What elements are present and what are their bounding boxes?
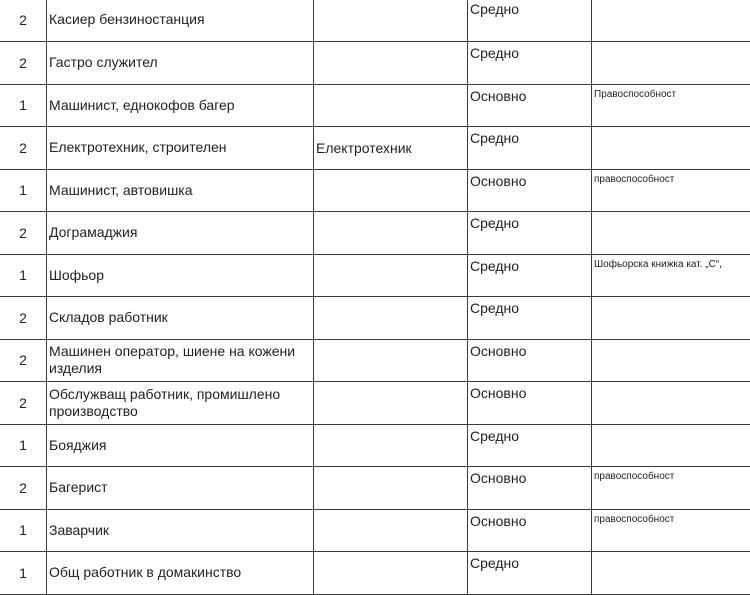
occupation-cell: Обслужващ работник, промишлено производство bbox=[47, 382, 314, 425]
education-cell: Основно bbox=[468, 339, 592, 382]
requirement-cell bbox=[592, 42, 750, 85]
requirement-cell bbox=[592, 212, 750, 255]
specialty-cell bbox=[314, 84, 468, 127]
education-cell: Средно bbox=[468, 552, 592, 595]
occupation-cell: Складов работник bbox=[47, 297, 314, 340]
table-row bbox=[0, 0, 750, 42]
occupation-cell: Дограмаджия bbox=[47, 212, 314, 255]
count-cell: 1 bbox=[0, 254, 47, 297]
table-row bbox=[0, 509, 750, 552]
education-cell: Основно bbox=[468, 467, 592, 510]
count-cell: 1 bbox=[0, 169, 47, 212]
specialty-cell bbox=[314, 0, 468, 42]
occupation-cell: Електротехник, строителен bbox=[47, 127, 314, 170]
specialty-cell bbox=[314, 467, 468, 510]
count-cell: 2 bbox=[0, 339, 47, 382]
specialty-cell bbox=[314, 297, 468, 340]
specialty-cell bbox=[314, 424, 468, 467]
table-row bbox=[0, 424, 750, 467]
specialty-cell bbox=[314, 254, 468, 297]
specialty-cell bbox=[314, 212, 468, 255]
occupation-cell: Заварчик bbox=[47, 509, 314, 552]
table-row bbox=[0, 254, 750, 297]
education-cell: Основно bbox=[468, 382, 592, 425]
occupation-cell: Багерист bbox=[47, 467, 314, 510]
count-cell: 1 bbox=[0, 509, 47, 552]
requirement-cell bbox=[592, 424, 750, 467]
education-cell: Средно bbox=[468, 424, 592, 467]
requirement-cell: правоспособност bbox=[592, 509, 750, 552]
table-row bbox=[0, 84, 750, 127]
occupation-cell: Касиер бензиностанция bbox=[47, 0, 314, 42]
count-cell: 2 bbox=[0, 297, 47, 340]
occupation-cell: Машинист, еднокофов багер bbox=[47, 84, 314, 127]
specialty-cell bbox=[314, 509, 468, 552]
education-cell: Средно bbox=[468, 297, 592, 340]
specialty-cell bbox=[314, 339, 468, 382]
table-row bbox=[0, 212, 750, 255]
table-row bbox=[0, 169, 750, 212]
table-row bbox=[0, 339, 750, 382]
count-cell: 2 bbox=[0, 467, 47, 510]
occupation-cell: Общ работник в домакинство bbox=[47, 552, 314, 595]
education-cell: Средно bbox=[468, 212, 592, 255]
education-cell: Средно bbox=[468, 42, 592, 85]
education-cell: Средно bbox=[468, 127, 592, 170]
count-cell: 2 bbox=[0, 42, 47, 85]
requirement-cell bbox=[592, 382, 750, 425]
count-cell: 1 bbox=[0, 424, 47, 467]
occupation-cell: Машинен оператор, шиене на кожени изделия bbox=[47, 339, 314, 382]
requirement-cell bbox=[592, 552, 750, 595]
table-row bbox=[0, 127, 750, 170]
count-cell: 1 bbox=[0, 84, 47, 127]
requirement-cell bbox=[592, 339, 750, 382]
count-cell: 2 bbox=[0, 212, 47, 255]
requirement-cell bbox=[592, 297, 750, 340]
table-row bbox=[0, 552, 750, 595]
occupation-cell: Бояджия bbox=[47, 424, 314, 467]
requirement-cell: правоспособност bbox=[592, 169, 750, 212]
specialty-cell bbox=[314, 552, 468, 595]
requirement-cell: правоспособност bbox=[592, 467, 750, 510]
specialty-cell bbox=[314, 169, 468, 212]
specialty-cell: Електротехник bbox=[314, 127, 468, 170]
table-row bbox=[0, 467, 750, 510]
education-cell: Основно bbox=[468, 84, 592, 127]
count-cell: 2 bbox=[0, 382, 47, 425]
specialty-cell bbox=[314, 382, 468, 425]
education-cell: Средно bbox=[468, 0, 592, 42]
count-cell: 2 bbox=[0, 127, 47, 170]
table-row bbox=[0, 297, 750, 340]
specialty-cell bbox=[314, 42, 468, 85]
occupation-cell: Шофьор bbox=[47, 254, 314, 297]
count-cell: 1 bbox=[0, 552, 47, 595]
occupation-cell: Гастро служител bbox=[47, 42, 314, 85]
requirement-cell: Шофьорска книжка кат. „С“, bbox=[592, 254, 750, 297]
requirement-cell bbox=[592, 0, 750, 42]
occupation-cell: Машинист, автовишка bbox=[47, 169, 314, 212]
education-cell: Основно bbox=[468, 509, 592, 552]
table-row bbox=[0, 42, 750, 85]
education-cell: Основно bbox=[468, 169, 592, 212]
count-cell: 2 bbox=[0, 0, 47, 42]
table-row bbox=[0, 382, 750, 425]
education-cell: Средно bbox=[468, 254, 592, 297]
requirement-cell: Правоспособност bbox=[592, 84, 750, 127]
requirement-cell bbox=[592, 127, 750, 170]
